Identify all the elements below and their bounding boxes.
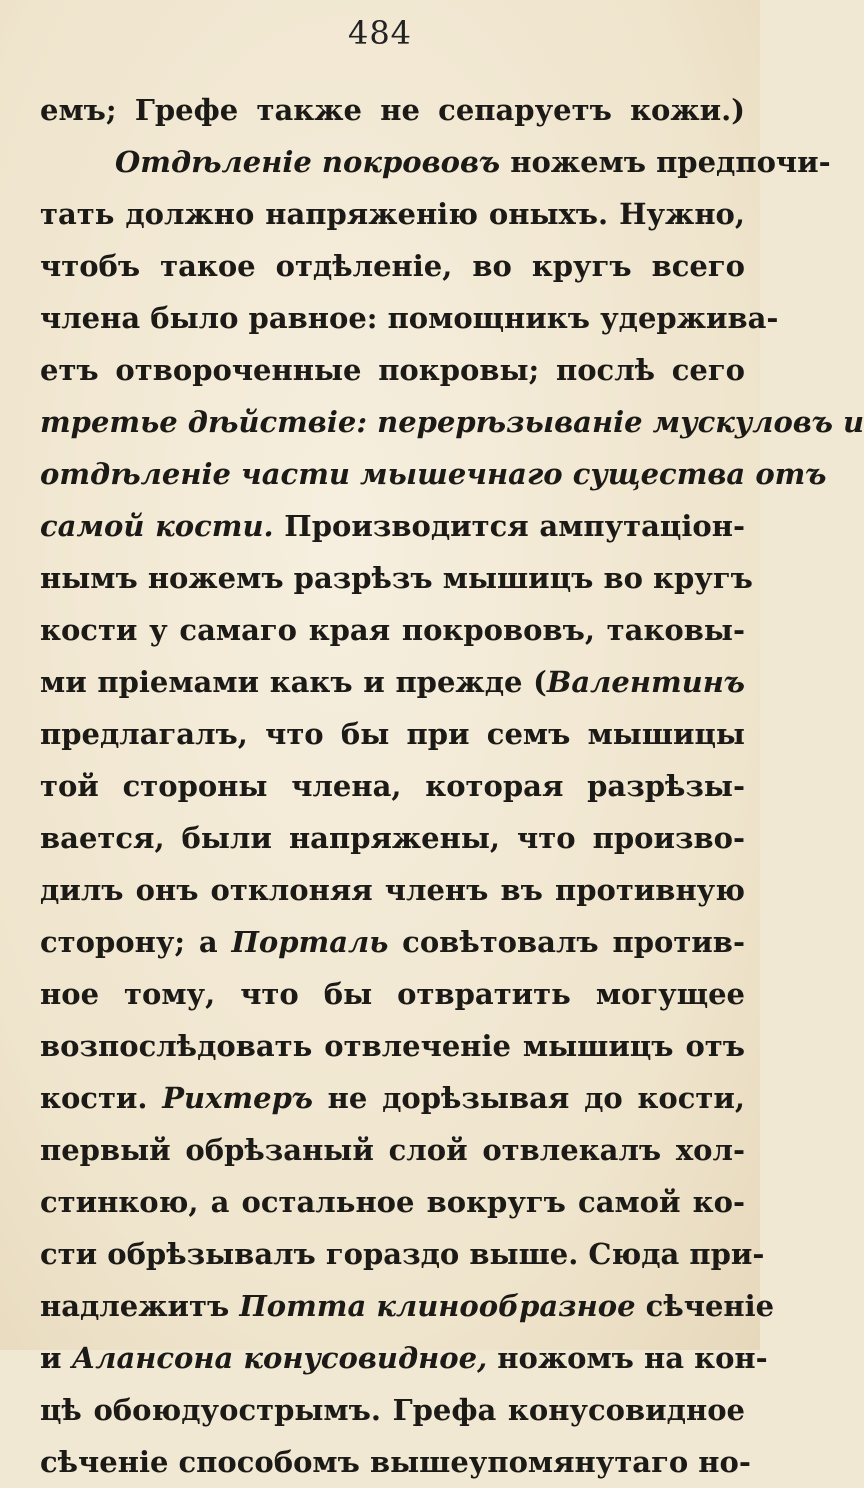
text-segment: тать должно напряженію оныхъ. Нужно, <box>40 197 745 231</box>
text-segment: возпослѣдовать отвлеченіе мышицъ отъ <box>40 1029 745 1063</box>
text-line <box>40 864 745 916</box>
text-segment: сѣченіе <box>635 1289 775 1323</box>
text-segment: первый обрѣзаный слой отвлекалъ хол- <box>40 1133 745 1167</box>
italic-text: Валентинъ <box>546 665 745 699</box>
text-line <box>40 1020 745 1072</box>
text-segment: нымъ ножемъ разрѣзъ мышицъ во кругъ <box>40 561 753 595</box>
text-segment: сѣченіе способомъ вышеупомянутаго но- <box>40 1445 751 1479</box>
page-number: 484 <box>347 14 413 52</box>
text-line <box>40 1072 745 1124</box>
text-line <box>40 604 745 656</box>
text-segment: предлагалъ, что бы при семъ мышицы <box>40 717 745 751</box>
text-segment: емъ; Грефе также не сепаруетъ кожи.) <box>40 93 745 127</box>
text-line <box>40 1124 745 1176</box>
italic-text: отдѣленіе части мышечнаго существа отъ <box>40 457 827 491</box>
text-segment: Производится ампутаціон- <box>273 509 745 543</box>
text-line <box>40 84 745 136</box>
text-segment: цѣ обоюдуострымъ. Грефа конусовидное <box>40 1393 745 1427</box>
text-segment: етъ отвороченные покровы; послѣ сего <box>40 353 745 387</box>
italic-text: самой кости. <box>40 509 274 543</box>
text-line <box>40 136 831 188</box>
text-line <box>40 1280 775 1332</box>
text-line <box>40 500 745 552</box>
text-segment: ножемъ предпочи- <box>500 145 831 179</box>
text-segment: стинкою, а остальное вокругъ самой ко- <box>40 1185 745 1219</box>
text-segment: надлежитъ <box>40 1289 240 1323</box>
italic-text: третье дѣйствіе: перерѣзываніе мускуловъ и <box>40 405 864 439</box>
text-line <box>40 396 864 448</box>
text-line <box>40 916 745 968</box>
text-line <box>40 760 745 812</box>
text-line <box>40 240 745 292</box>
text-segment: чтобъ такое отдѣленіе, во кругъ всего <box>40 249 745 283</box>
body-text <box>40 84 864 1488</box>
text-line <box>40 344 745 396</box>
text-segment: ножомъ на кон- <box>487 1341 768 1375</box>
text-segment: кости у самаго края покрововъ, таковы- <box>40 613 745 647</box>
text-line <box>40 448 827 500</box>
text-segment: сторону; а <box>40 925 232 959</box>
italic-text: Отдѣленіе покрововъ <box>115 145 501 179</box>
text-segment: вается, были напряжены, что произво- <box>40 821 745 855</box>
text-segment: совѣтовалъ против- <box>388 925 745 959</box>
text-segment: члена было равное: помощникъ удержива- <box>40 301 779 335</box>
italic-text: Потта клинообразное <box>239 1289 636 1323</box>
text-segment: кости. <box>40 1081 163 1115</box>
text-segment: ное тому, что бы отвратить могущее <box>40 977 745 1011</box>
text-line <box>40 552 753 604</box>
text-line <box>40 1176 745 1228</box>
text-segment: сти обрѣзывалъ гораздо выше. Сюда при- <box>40 1237 765 1271</box>
italic-text: Порталь <box>231 925 389 959</box>
text-line <box>40 188 745 240</box>
text-segment: ми пріемами какъ и прежде ( <box>40 665 547 699</box>
text-segment: и <box>40 1341 72 1375</box>
italic-text: Алансона конусовидное, <box>71 1341 488 1375</box>
text-line <box>40 708 745 760</box>
text-segment: дилъ онъ отклоняя членъ въ противную <box>40 873 745 907</box>
text-line <box>40 292 779 344</box>
text-line <box>40 1384 745 1436</box>
italic-text: Рихтеръ <box>162 1081 313 1115</box>
text-line <box>40 968 745 1020</box>
text-line <box>40 812 745 864</box>
text-line <box>40 1228 765 1280</box>
text-segment: не дорѣзывая до кости, <box>312 1081 745 1115</box>
text-line <box>40 1436 751 1488</box>
text-segment: той стороны члена, которая разрѣзы- <box>40 769 745 803</box>
text-line <box>40 1332 768 1384</box>
text-line <box>40 656 745 708</box>
